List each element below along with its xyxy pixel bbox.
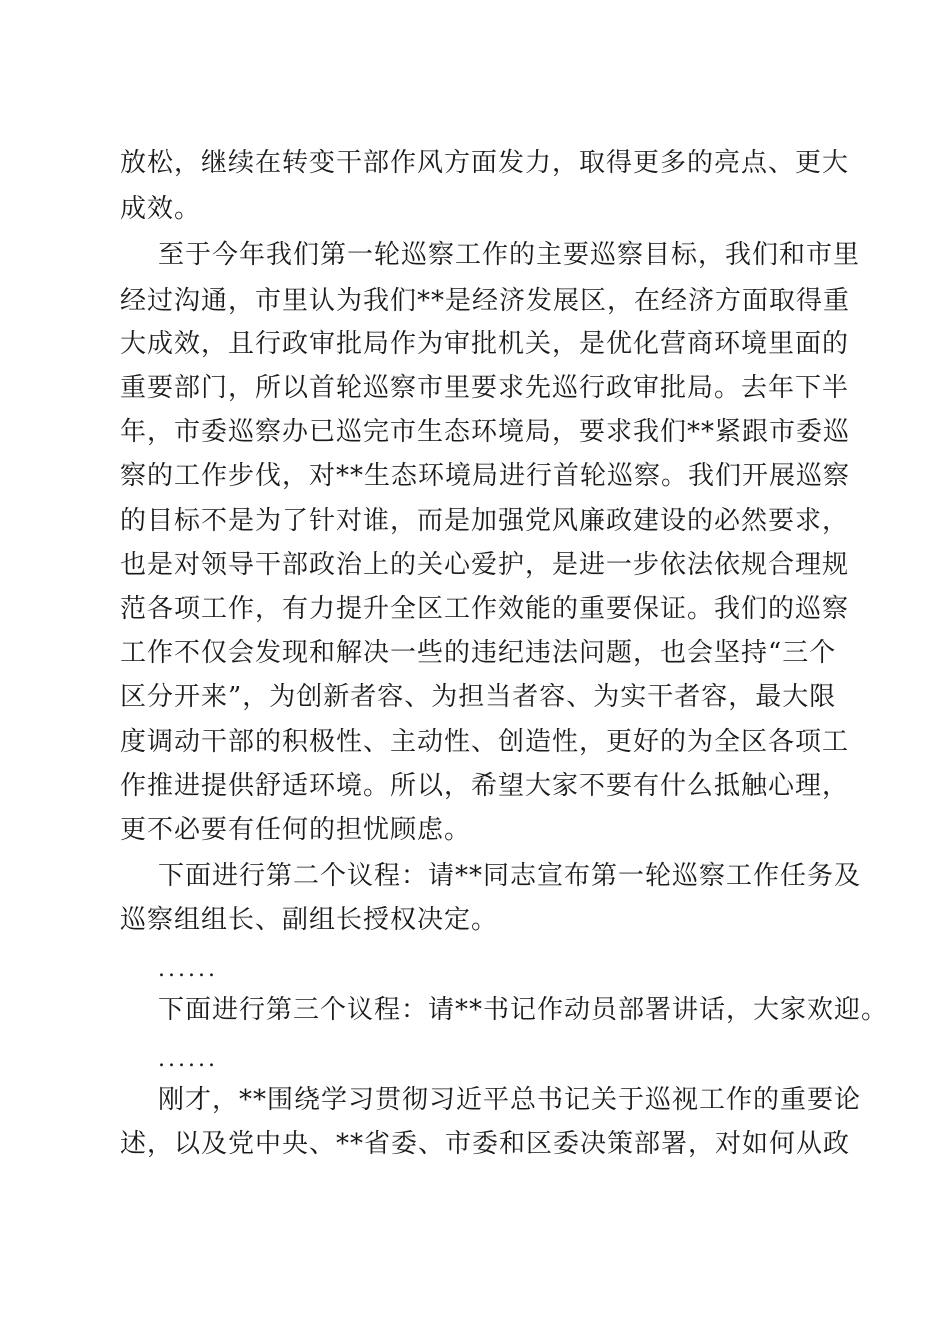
text-line: 下面进行第三个议程：请**书记作动员部署讲话，大家欢迎。 bbox=[158, 995, 889, 1025]
text-line: 也是对领导干部政治上的关心爱护，是进一步依法依规合理规 bbox=[120, 550, 850, 580]
text-line: 的目标不是为了针对谁，而是加强党风廉政建设的必然要求， bbox=[120, 506, 850, 536]
text-line: 工作不仅会发现和解决一些的违纪违法问题，也会坚持“三个 bbox=[120, 638, 837, 668]
text-line: 大成效，且行政审批局作为审批机关，是优化营商环境里面的 bbox=[120, 329, 850, 359]
text-line: 范各项工作，有力提升全区工作效能的重要保证。我们的巡察 bbox=[120, 594, 850, 624]
text-line: 刚才，**围绕学习贯彻习近平总书记关于巡视工作的重要论 bbox=[158, 1085, 862, 1115]
ellipsis: ...... bbox=[158, 957, 218, 982]
text-line: 年，市委巡察办已巡完市生态环境局，要求我们**紧跟市委巡 bbox=[120, 417, 851, 447]
text-line: 重要部门，所以首轮巡察市里要求先巡行政审批局。去年下半 bbox=[120, 373, 850, 403]
text-line: 作推进提供舒适环境。所以，希望大家不要有什么抵触心理， bbox=[120, 771, 850, 801]
text-line: 成效。 bbox=[120, 194, 202, 224]
ellipsis: ...... bbox=[158, 1047, 218, 1072]
text-line: 至于今年我们第一轮巡察工作的主要巡察目标，我们和市里 bbox=[158, 240, 861, 270]
text-line: 巡察组组长、副组长授权决定。 bbox=[120, 905, 499, 935]
text-line: 察的工作步伐，对**生态环境局进行首轮巡察。我们开展巡察 bbox=[120, 461, 851, 491]
text-line: 下面进行第二个议程：请**同志宣布第一轮巡察工作任务及 bbox=[158, 861, 862, 891]
text-line: 更不必要有任何的担忧顾虑。 bbox=[120, 815, 472, 845]
text-line: 度调动干部的积极性、主动性、创造性，更好的为全区各项工 bbox=[120, 727, 850, 757]
text-line: 放松，继续在转变干部作风方面发力，取得更多的亮点、更大 bbox=[120, 148, 850, 178]
text-line: 经过沟通，市里认为我们**是经济发展区，在经济方面取得重 bbox=[120, 286, 851, 316]
text-line: 区分开来”，为创新者容、为担当者容、为实干者容，最大限 bbox=[120, 682, 837, 712]
text-line: 述，以及党中央、**省委、市委和区委决策部署，对如何从政 bbox=[120, 1129, 851, 1159]
